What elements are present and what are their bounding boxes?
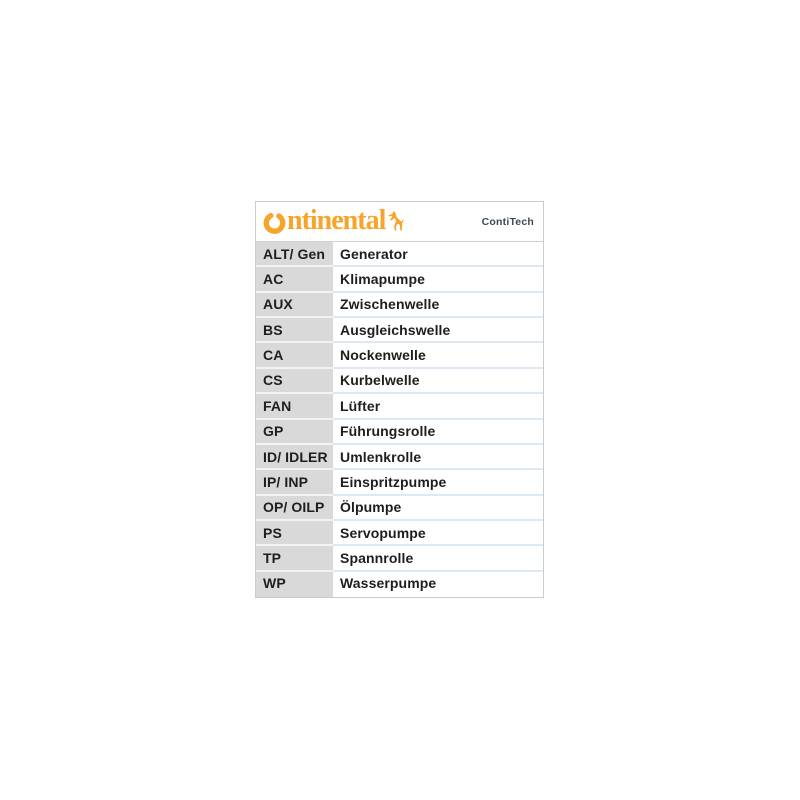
abbr-cell: ID/ IDLER xyxy=(256,445,333,470)
brand-header xyxy=(256,202,543,242)
abbr-cell: ALT/ Gen xyxy=(256,242,333,267)
abbreviation-legend-card xyxy=(255,201,544,598)
abbr-table-body xyxy=(256,242,543,597)
meaning-cell: Kurbelwelle xyxy=(333,369,543,394)
abbr-cell: CA xyxy=(256,343,333,368)
meaning-cell: Klimapumpe xyxy=(333,267,543,292)
abbr-cell: FAN xyxy=(256,394,333,419)
meaning-cell: Spannrolle xyxy=(333,546,543,571)
abbr-cell: IP/ INP xyxy=(256,470,333,495)
meaning-cell: Lüfter xyxy=(333,394,543,419)
table-row xyxy=(256,369,543,394)
table-row xyxy=(256,343,543,368)
abbr-cell: TP xyxy=(256,546,333,571)
abbr-cell: PS xyxy=(256,521,333,546)
meaning-cell: Zwischenwelle xyxy=(333,293,543,318)
continental-horse-icon xyxy=(388,211,404,231)
abbr-cell: OP/ OILP xyxy=(256,496,333,521)
meaning-cell: Führungsrolle xyxy=(333,420,543,445)
meaning-cell: Servopumpe xyxy=(333,521,543,546)
abbr-cell: WP xyxy=(256,572,333,597)
abbr-cell: AUX xyxy=(256,293,333,318)
meaning-cell: Umlenkrolle xyxy=(333,445,543,470)
table-row xyxy=(256,318,543,343)
abbr-cell: AC xyxy=(256,267,333,292)
abbr-cell: GP xyxy=(256,420,333,445)
table-row xyxy=(256,242,543,267)
table-row xyxy=(256,470,543,495)
meaning-cell: Ausgleichswelle xyxy=(333,318,543,343)
table-row xyxy=(256,267,543,292)
contitech-label: ContiTech xyxy=(481,215,534,228)
table-row xyxy=(256,420,543,445)
abbr-cell: CS xyxy=(256,369,333,394)
abbr-cell: BS xyxy=(256,318,333,343)
table-row xyxy=(256,445,543,470)
logo-wordmark: ntinental xyxy=(287,204,386,236)
table-row xyxy=(256,521,543,546)
meaning-cell: Ölpumpe xyxy=(333,496,543,521)
table-row xyxy=(256,293,543,318)
continental-co-emblem-icon xyxy=(263,211,286,234)
table-row xyxy=(256,496,543,521)
meaning-cell: Wasserpumpe xyxy=(333,572,543,597)
table-row xyxy=(256,572,543,597)
meaning-cell: Nockenwelle xyxy=(333,343,543,368)
meaning-cell: Generator xyxy=(333,242,543,267)
table-row xyxy=(256,546,543,571)
table-row xyxy=(256,394,543,419)
continental-logo xyxy=(263,204,404,236)
meaning-cell: Einspritzpumpe xyxy=(333,470,543,495)
